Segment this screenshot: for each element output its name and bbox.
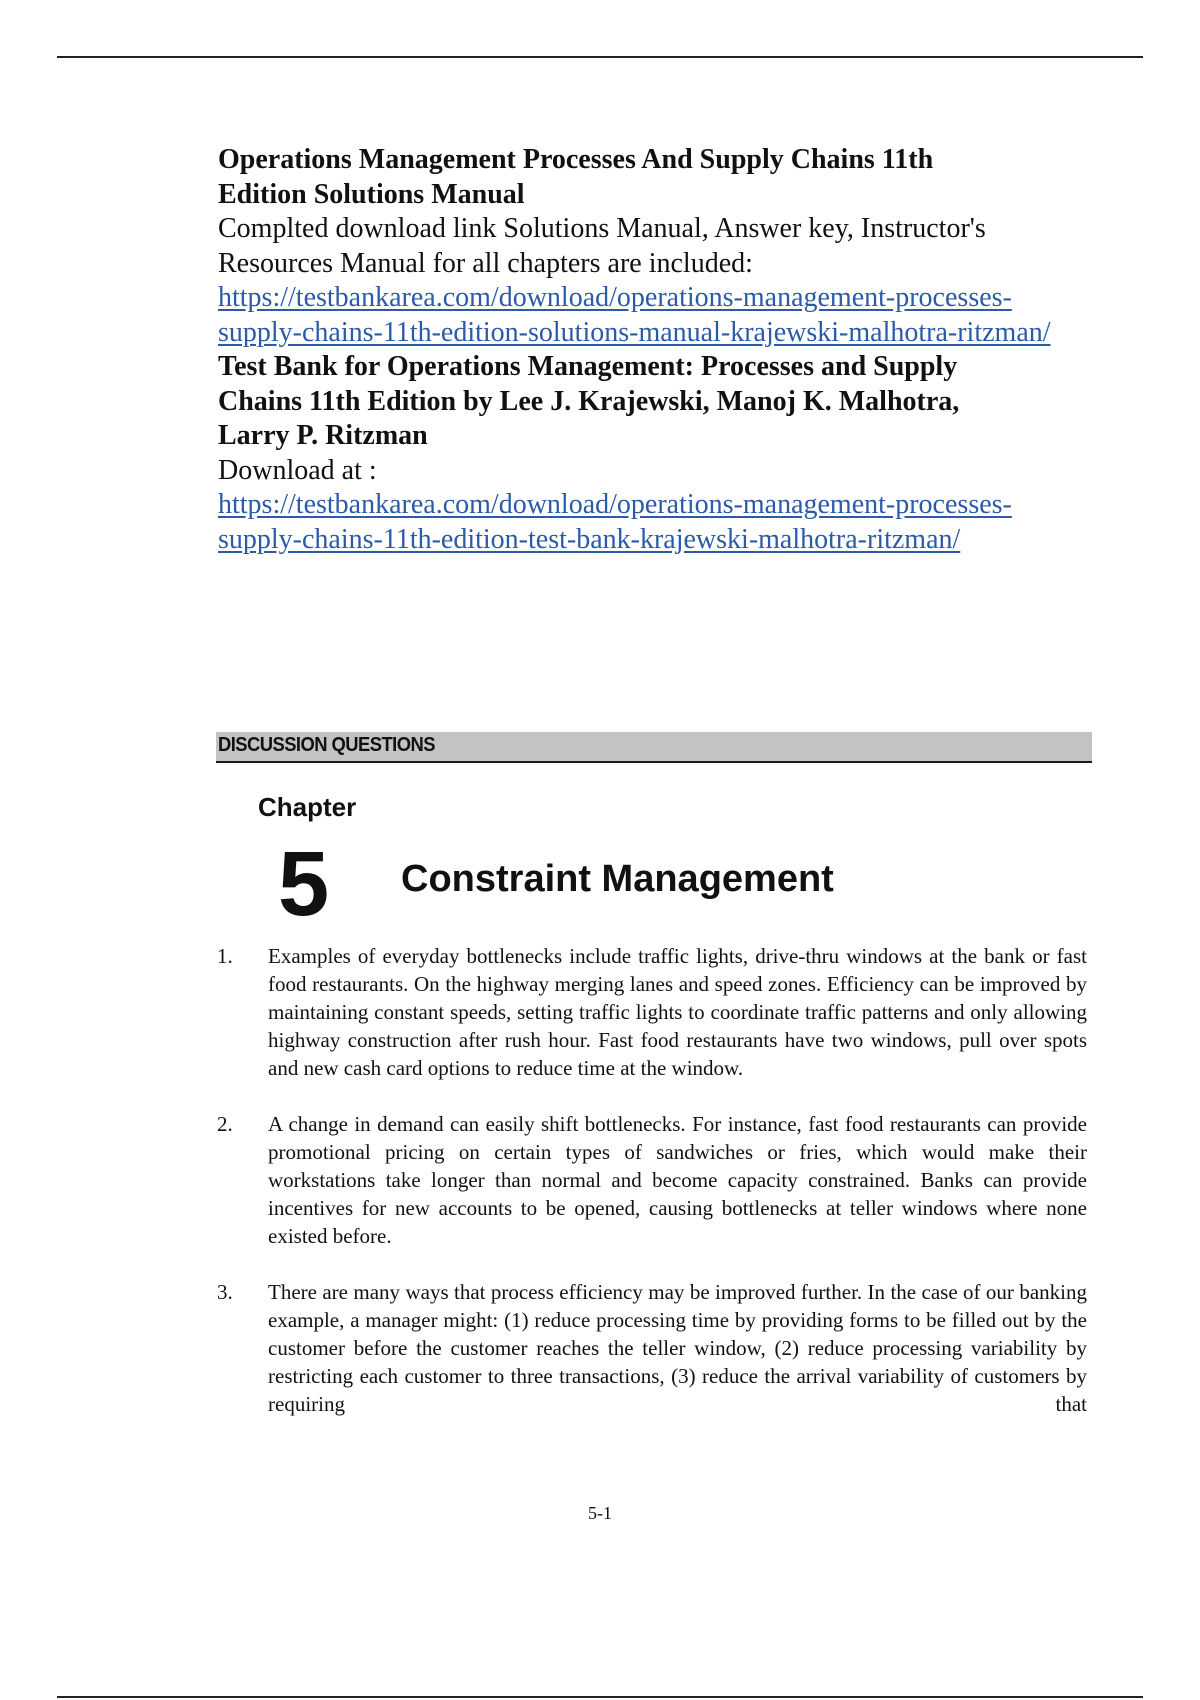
bottom-rule: [57, 1696, 1143, 1698]
question-text: There are many ways that process efficiency may be improved further. In the case of our banking example, a manager might: (1) reduce processing time by providing forms to be filled out by the customer before the customer reaches the teller window, (2) reduce processing variability by restricting each customer to three transactions, (3) reduce the arrival variability of customers by requiring that: [268, 1280, 1087, 1416]
description-line-2: Resources Manual for all chapters are included:: [218, 247, 753, 279]
chapter-title: Constraint Management: [401, 858, 834, 900]
description-line-1: Complted download link Solutions Manual, Answer key, Instructor's: [218, 213, 986, 244]
question-number: 2.: [217, 1112, 233, 1136]
test-bank-link-line-1[interactable]: https://testbankarea.com/download/operations-management-processes-: [218, 489, 1012, 520]
page-number: 5-1: [588, 1503, 612, 1523]
solutions-manual-link-line-2[interactable]: supply-chains-11th-edition-solutions-manual-krajewski-malhotra-ritzman/: [218, 316, 1051, 348]
question-text: A change in demand can easily shift bottlenecks. For instance, fast food restaurants can provide promotional pricing on certain types of sandwiches or fries, which would make their workstations take longer than normal and become capacity constrained. Banks can provide incentives for new accounts to be opened, causing bottlenecks at teller windows where none existed before.: [268, 1112, 1087, 1248]
test-bank-title-line-2: Chains 11th Edition by Lee J. Krajewski, Manoj K. Malhotra,: [218, 385, 960, 417]
question-number: 1.: [217, 944, 233, 968]
discussion-question: [217, 942, 1087, 1082]
chapter-label: Chapter: [258, 792, 357, 822]
test-bank-title-line-3: Larry P. Ritzman: [218, 420, 428, 451]
chapter-number: 5: [278, 833, 330, 935]
discussion-question-list: [217, 942, 1087, 1446]
top-rule: [57, 56, 1143, 58]
download-label: Download at :: [218, 454, 377, 486]
document-title-line-2: Edition Solutions Manual: [218, 178, 525, 210]
test-bank-title-line-1: Test Bank for Operations Management: Processes and Supply: [218, 351, 958, 382]
solutions-manual-link-line-1[interactable]: https://testbankarea.com/download/operations-management-processes-: [218, 282, 1012, 313]
question-number: 3.: [217, 1280, 233, 1304]
test-bank-link-line-2[interactable]: supply-chains-11th-edition-test-bank-krajewski-malhotra-ritzman/: [218, 523, 961, 555]
document-title-line-1: Operations Management Processes And Supply Chains 11th: [218, 144, 934, 175]
document-header: [218, 143, 1118, 557]
section-title: DISCUSSION QUESTIONS: [218, 734, 435, 756]
discussion-question: [217, 1278, 1087, 1418]
discussion-questions-header: [216, 732, 1092, 763]
discussion-question: [217, 1110, 1087, 1250]
question-text: Examples of everyday bottlenecks include traffic lights, drive-thru windows at the bank or fast food restaurants. On the highway merging lanes and speed zones. Efficiency can be improved by maintaining constant speeds, setting traffic lights to coordinate traffic patterns and only allowing highway construction after rush hour. Fast food restaurants have two windows, pull over spots and new cash card options to reduce time at the window.: [268, 944, 1087, 1080]
